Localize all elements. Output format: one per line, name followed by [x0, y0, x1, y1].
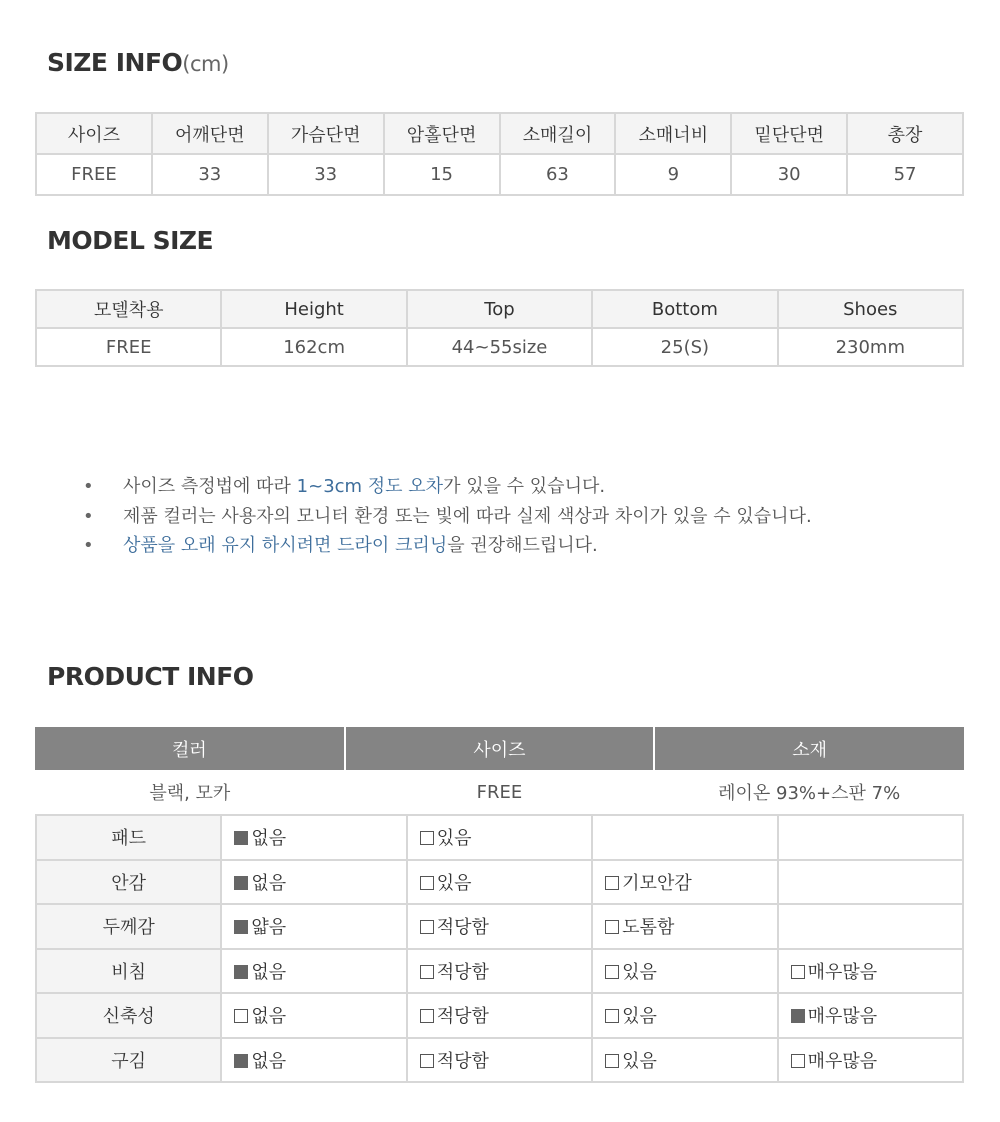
- property-option-cell: [221, 993, 406, 1038]
- size-value-cell: 30: [731, 154, 847, 195]
- size-value-cell: 33: [152, 154, 268, 195]
- product-header-cell: 소재: [654, 727, 964, 770]
- property-option-cell: [221, 815, 406, 860]
- product-info-title: PRODUCT INFO: [47, 662, 254, 691]
- checked-box-icon: [234, 1054, 248, 1068]
- property-option-cell: [407, 815, 592, 860]
- property-option-cell: [778, 904, 963, 949]
- note-text: 을 권장해드립니다.: [447, 535, 598, 556]
- unchecked-box-icon: [605, 1009, 619, 1023]
- property-option-cell: [778, 860, 963, 905]
- property-option-label: 없음: [251, 872, 287, 894]
- property-row: [36, 1038, 963, 1083]
- unchecked-box-icon: [420, 1009, 434, 1023]
- size-value-cell: 9: [615, 154, 731, 195]
- size-header-cell: 암홀단면: [384, 113, 500, 154]
- property-option-label: 매우많음: [807, 1006, 878, 1028]
- property-option-label: 없음: [251, 961, 287, 983]
- model-header-cell: 모델착용: [36, 290, 221, 328]
- unchecked-box-icon: [605, 1054, 619, 1068]
- size-value-cell: 63: [500, 154, 616, 195]
- property-option-label: 있음: [436, 828, 472, 850]
- checked-box-icon: [234, 965, 248, 979]
- property-option-cell: [592, 993, 777, 1038]
- property-row: [36, 815, 963, 860]
- care-notes-list: [83, 472, 812, 561]
- property-option-cell: [592, 815, 777, 860]
- product-value-cell: FREE: [476, 781, 523, 803]
- property-option-cell: [221, 860, 406, 905]
- note-item: [83, 472, 812, 502]
- unchecked-box-icon: [234, 1009, 248, 1023]
- note-highlight: 1~3cm 정도 오차: [296, 476, 444, 497]
- model-value-cell: FREE: [36, 328, 221, 366]
- model-size-table: [35, 289, 964, 367]
- property-option-cell: [778, 1038, 963, 1083]
- property-label: 비침: [36, 949, 221, 994]
- model-header-cell: Top: [407, 290, 592, 328]
- property-label: 안감: [36, 860, 221, 905]
- property-option-label: 없음: [251, 1050, 287, 1072]
- unchecked-box-icon: [605, 965, 619, 979]
- property-option-label: 매우많음: [807, 1050, 878, 1072]
- size-header-cell: 소매길이: [500, 113, 616, 154]
- model-value-cell: 25(S): [592, 328, 777, 366]
- property-option-label: 있음: [622, 1006, 657, 1028]
- property-option-cell: [407, 904, 592, 949]
- checked-box-icon: [234, 920, 248, 934]
- property-option-cell: [407, 993, 592, 1038]
- property-option-label: 매우많음: [807, 961, 878, 983]
- property-option-label: 적당함: [436, 961, 489, 983]
- property-option-label: 있음: [436, 872, 472, 894]
- property-option-label: 적당함: [436, 1006, 489, 1028]
- property-option-label: 적당함: [436, 917, 489, 939]
- unchecked-box-icon: [605, 920, 619, 934]
- product-value-cell: 블랙, 모카: [149, 783, 231, 804]
- property-option-cell: [592, 1038, 777, 1083]
- property-option-cell: [592, 860, 777, 905]
- property-option-cell: [592, 949, 777, 994]
- size-info-unit: (cm): [182, 52, 229, 76]
- product-properties-table: [35, 814, 964, 1083]
- checked-box-icon: [791, 1009, 805, 1023]
- property-option-cell: [407, 949, 592, 994]
- product-info-values: [35, 772, 964, 812]
- size-value-cell: 57: [847, 154, 963, 195]
- property-option-cell: [778, 815, 963, 860]
- note-text: 가 있을 수 있습니다.: [443, 476, 606, 497]
- property-option-label: 도톰함: [622, 917, 675, 939]
- size-info-title: [47, 48, 229, 77]
- unchecked-box-icon: [420, 831, 434, 845]
- property-option-cell: [221, 949, 406, 994]
- note-text: 제품 컬러는 사용자의 모니터 환경 또는 빛에 따라 실제 색상과 차이가 있을 수 있습니다.: [123, 505, 812, 527]
- property-label: 구김: [36, 1038, 221, 1083]
- model-size-title: MODEL SIZE: [47, 226, 214, 255]
- property-option-label: 있음: [622, 1050, 657, 1072]
- property-label: 두께감: [36, 904, 221, 949]
- property-option-cell: [778, 949, 963, 994]
- unchecked-box-icon: [420, 965, 434, 979]
- unchecked-box-icon: [420, 876, 434, 890]
- size-info-title-text: SIZE INFO: [47, 48, 183, 77]
- product-header-cell: 컬러: [35, 727, 345, 770]
- property-option-cell: [592, 904, 777, 949]
- unchecked-box-icon: [791, 965, 805, 979]
- size-info-table: [35, 112, 964, 196]
- unchecked-box-icon: [791, 1054, 805, 1068]
- checked-box-icon: [234, 831, 248, 845]
- property-option-cell: [221, 904, 406, 949]
- model-value-cell: 44~55size: [407, 328, 592, 366]
- note-text: 사이즈 측정법에 따라: [123, 476, 297, 497]
- checked-box-icon: [234, 876, 248, 890]
- product-value-cell: 레이온 93%+스판 7%: [718, 783, 901, 804]
- property-option-label: 있음: [622, 961, 657, 983]
- size-value-cell: 33: [268, 154, 384, 195]
- unchecked-box-icon: [420, 920, 434, 934]
- model-header-cell: Shoes: [778, 290, 963, 328]
- note-highlight: 상품을 오래 유지 하시려면 드라이 크리닝: [123, 535, 448, 556]
- unchecked-box-icon: [420, 1054, 434, 1068]
- property-label: 패드: [36, 815, 221, 860]
- product-value-row: [35, 772, 964, 812]
- model-value-cell: 162cm: [221, 328, 406, 366]
- model-header-cell: Height: [221, 290, 406, 328]
- model-header-cell: Bottom: [592, 290, 777, 328]
- property-option-label: 없음: [251, 828, 287, 850]
- unchecked-box-icon: [605, 876, 619, 890]
- property-option-label: 기모안감: [622, 872, 692, 894]
- note-item: [83, 531, 812, 561]
- property-row: [36, 993, 963, 1038]
- property-option-label: 없음: [251, 1006, 287, 1028]
- size-header-cell: 총장: [847, 113, 963, 154]
- size-value-cell: FREE: [36, 154, 152, 195]
- property-option-label: 얇음: [251, 917, 287, 939]
- size-header-row: [36, 113, 963, 154]
- size-value-row: [36, 154, 963, 195]
- property-row: [36, 904, 963, 949]
- property-row: [36, 949, 963, 994]
- size-header-cell: 가슴단면: [268, 113, 384, 154]
- property-option-label: 적당함: [436, 1050, 489, 1072]
- size-header-cell: 소매너비: [615, 113, 731, 154]
- product-header-row: [35, 727, 964, 770]
- property-option-cell: [407, 860, 592, 905]
- size-value-cell: 15: [384, 154, 500, 195]
- size-header-cell: 어깨단면: [152, 113, 268, 154]
- property-label: 신축성: [36, 993, 221, 1038]
- property-option-cell: [221, 1038, 406, 1083]
- property-option-cell: [407, 1038, 592, 1083]
- size-header-cell: 밑단단면: [731, 113, 847, 154]
- note-item: [83, 502, 812, 532]
- size-header-cell: 사이즈: [36, 113, 152, 154]
- property-row: [36, 860, 963, 905]
- product-header-cell: 사이즈: [345, 727, 655, 770]
- model-value-row: [36, 328, 963, 366]
- product-info-header: [35, 727, 964, 770]
- model-value-cell: 230mm: [778, 328, 963, 366]
- property-option-cell: [778, 993, 963, 1038]
- model-header-row: [36, 290, 963, 328]
